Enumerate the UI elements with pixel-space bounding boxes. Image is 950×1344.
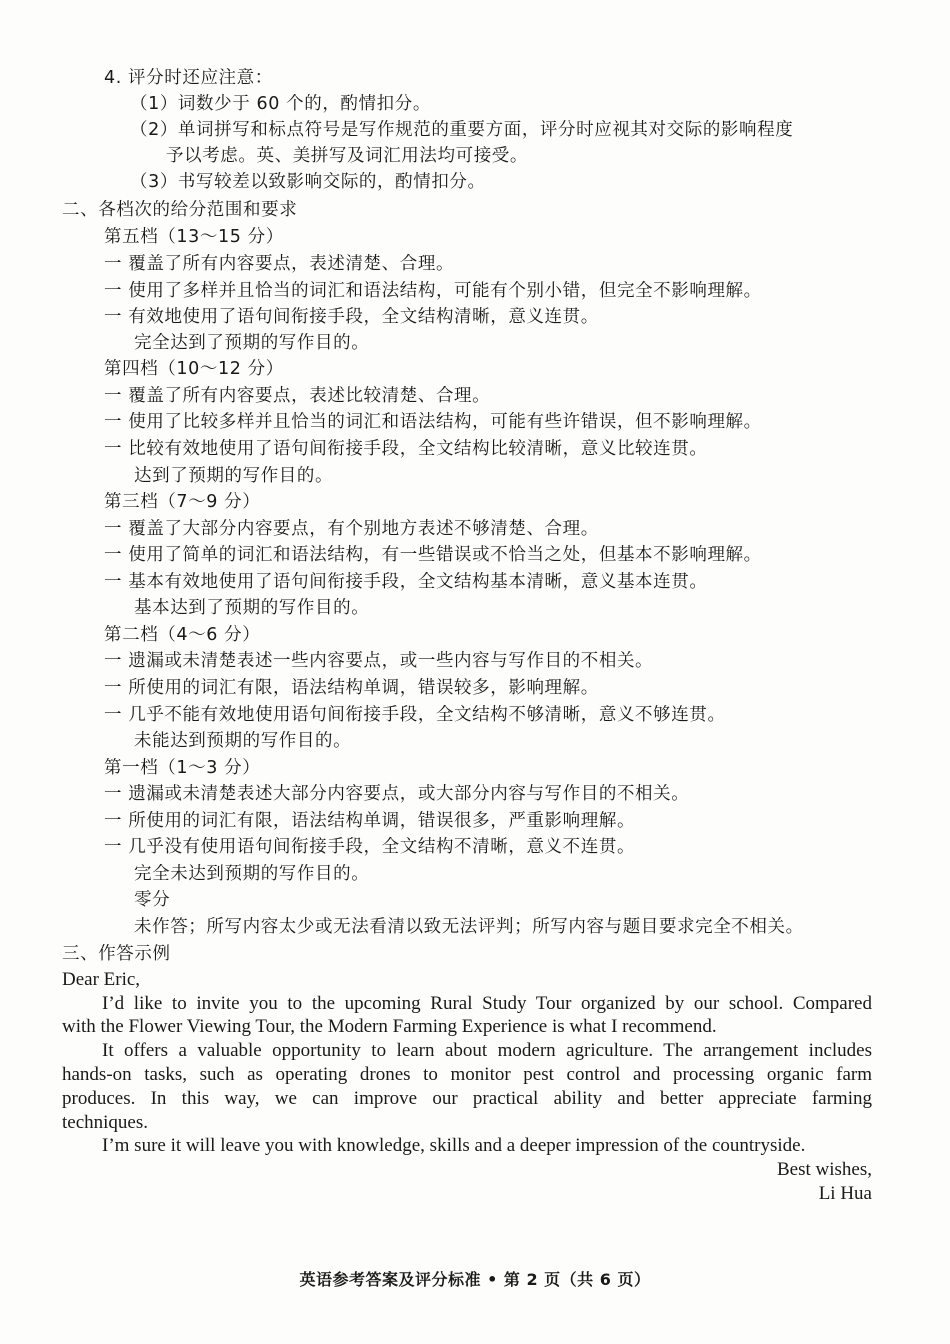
tier-conclusion: 基本达到了预期的写作目的。 (134, 598, 370, 618)
scoring-note-item: 予以考虑。英、美拼写及词汇用法均可接受。 (166, 146, 528, 166)
tier-bullet: 一 遗漏或未清楚表述一些内容要点，或一些内容与写作目的不相关。 (104, 651, 654, 671)
tier-bullet: 一 所使用的词汇有限，语法结构单调，错误很多，严重影响理解。 (104, 811, 636, 831)
section-heading: 二、各档次的给分范围和要求 (62, 200, 298, 220)
tier-conclusion: 完全达到了预期的写作目的。 (134, 333, 370, 353)
scoring-note-item: （1）词数少于 60 个的，酌情扣分。 (130, 94, 431, 114)
tier-bullet: 一 使用了比较多样并且恰当的词汇和语法结构，可能有些许错误，但不影响理解。 (104, 412, 762, 432)
zero-tier-text: 未作答；所写内容太少或无法看清以致无法评判；所写内容与题目要求完全不相关。 (134, 917, 804, 937)
letter-line: techniques. (62, 1112, 149, 1133)
tier-bullet: 一 有效地使用了语句间衔接手段，全文结构清晰，意义连贯。 (104, 307, 599, 327)
letter-line: I’d like to invite you to the upcoming Rural Study Tour organized by our school. Compared (102, 993, 872, 1014)
tier-bullet: 一 所使用的词汇有限，语法结构单调，错误较多，影响理解。 (104, 678, 599, 698)
tier-bullet: 一 基本有效地使用了语句间衔接手段，全文结构基本清晰，意义基本连贯。 (104, 572, 708, 592)
scoring-notes-heading: 4. 评分时还应注意： (104, 68, 273, 88)
tier-bullet: 一 覆盖了所有内容要点，表述比较清楚、合理。 (104, 386, 491, 406)
tier-conclusion: 完全未达到预期的写作目的。 (134, 864, 370, 884)
tier-title: 第五档（13～15 分） (104, 227, 284, 247)
tier-bullet: 一 比较有效地使用了语句间衔接手段，全文结构比较清晰，意义比较连贯。 (104, 439, 708, 459)
tier-title: 第三档（7～9 分） (104, 492, 261, 512)
tier-bullet: 一 覆盖了所有内容要点，表述清楚、合理。 (104, 254, 455, 274)
letter-line: It offers a valuable opportunity to learn about modern agriculture. The arrangement includes (102, 1040, 872, 1061)
letter-line: with the Flower Viewing Tour, the Modern Farming Experience is what I recommend. (62, 1016, 717, 1037)
tier-bullet: 一 使用了多样并且恰当的词汇和语法结构，可能有个别小错，但完全不影响理解。 (104, 281, 762, 301)
scoring-note-item: （2）单词拼写和标点符号是写作规范的重要方面，评分时应视其对交际的影响程度 (130, 120, 794, 140)
tier-title: 第四档（10～12 分） (104, 359, 284, 379)
letter-line: hands-on tasks, such as operating drones to monitor pest control and processing organic farm (62, 1064, 872, 1085)
tier-conclusion: 未能达到预期的写作目的。 (134, 731, 352, 751)
letter-closing: Best wishes, (777, 1159, 872, 1180)
letter-signature: Li Hua (818, 1183, 872, 1204)
section-heading: 三、作答示例 (62, 944, 171, 964)
page-footer: 英语参考答案及评分标准 • 第 2 页（共 6 页） (299, 1270, 651, 1289)
letter-line: I’m sure it will leave you with knowledge, skills and a deeper impression of the countryside. (102, 1135, 806, 1156)
tier-bullet: 一 覆盖了大部分内容要点，有个别地方表述不够清楚、合理。 (104, 519, 599, 539)
tier-bullet: 一 几乎没有使用语句间衔接手段，全文结构不清晰，意义不连贯。 (104, 837, 636, 857)
tier-title: 第一档（1～3 分） (104, 758, 261, 778)
letter-salutation: Dear Eric, (62, 969, 141, 990)
tier-bullet: 一 几乎不能有效地使用语句间衔接手段，全文结构不够清晰，意义不够连贯。 (104, 705, 726, 725)
scoring-note-item: （3）书写较差以致影响交际的，酌情扣分。 (130, 172, 486, 192)
zero-tier-title: 零分 (134, 890, 171, 910)
letter-line: produces. In this way, we can improve our practical ability and better appreciate farming (62, 1088, 872, 1109)
tier-bullet: 一 遗漏或未清楚表述大部分内容要点，或大部分内容与写作目的不相关。 (104, 784, 690, 804)
tier-title: 第二档（4～6 分） (104, 625, 261, 645)
tier-conclusion: 达到了预期的写作目的。 (134, 466, 334, 486)
tier-bullet: 一 使用了简单的词汇和语法结构，有一些错误或不恰当之处，但基本不影响理解。 (104, 545, 762, 565)
